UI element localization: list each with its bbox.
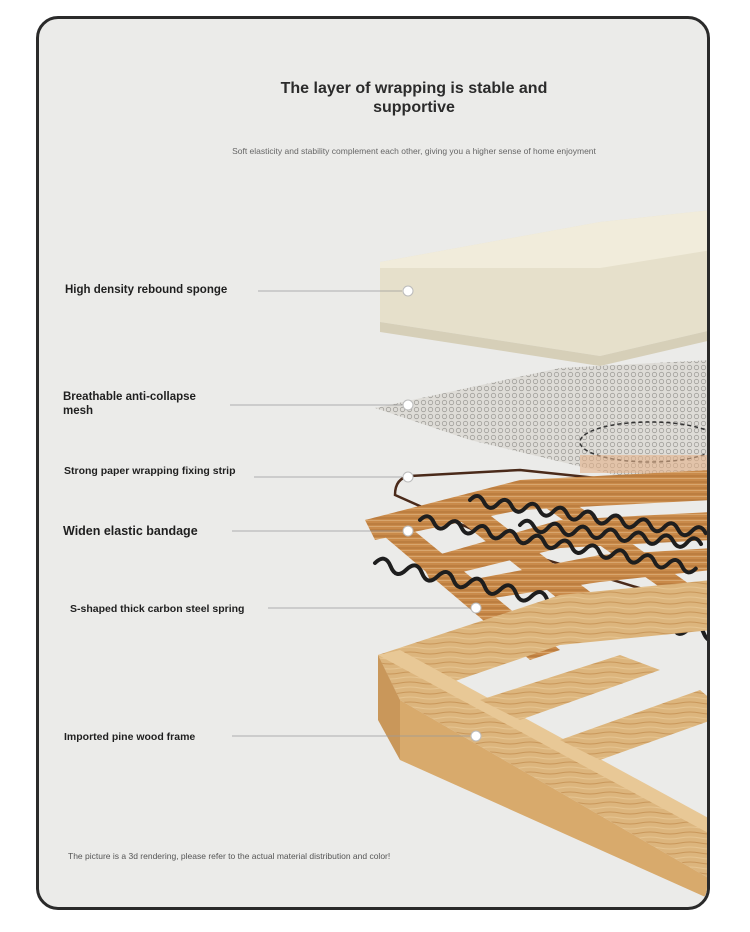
callout-dot xyxy=(403,472,413,482)
label-wood-frame: Imported pine wood frame xyxy=(64,731,196,743)
label-sponge: High density rebound sponge xyxy=(65,284,228,296)
mesh-layer xyxy=(375,360,720,476)
footnote: The picture is a 3d rendering, please refer to the actual material distribution and color! xyxy=(68,851,391,861)
callout-dot xyxy=(403,286,413,296)
callout-dot xyxy=(403,526,413,536)
label-spring: S-shaped thick carbon steel spring xyxy=(70,603,245,615)
wood-frame-layer xyxy=(378,580,712,900)
callout-dot xyxy=(471,603,481,613)
label-fixing-strip: Strong paper wrapping fixing strip xyxy=(64,465,236,477)
page-subtitle: Soft elasticity and stability complement each other, giving you a higher sense of home enjoyment xyxy=(232,146,596,156)
label-mesh: Breathable anti-collapse mesh xyxy=(63,391,196,417)
label-elastic-bandage: Widen elastic bandage xyxy=(63,524,198,538)
callout-dot xyxy=(403,400,413,410)
sponge-layer xyxy=(380,210,712,366)
page-title: The layer of wrapping is stable and supportive xyxy=(280,80,548,116)
callout-dot xyxy=(471,731,481,741)
